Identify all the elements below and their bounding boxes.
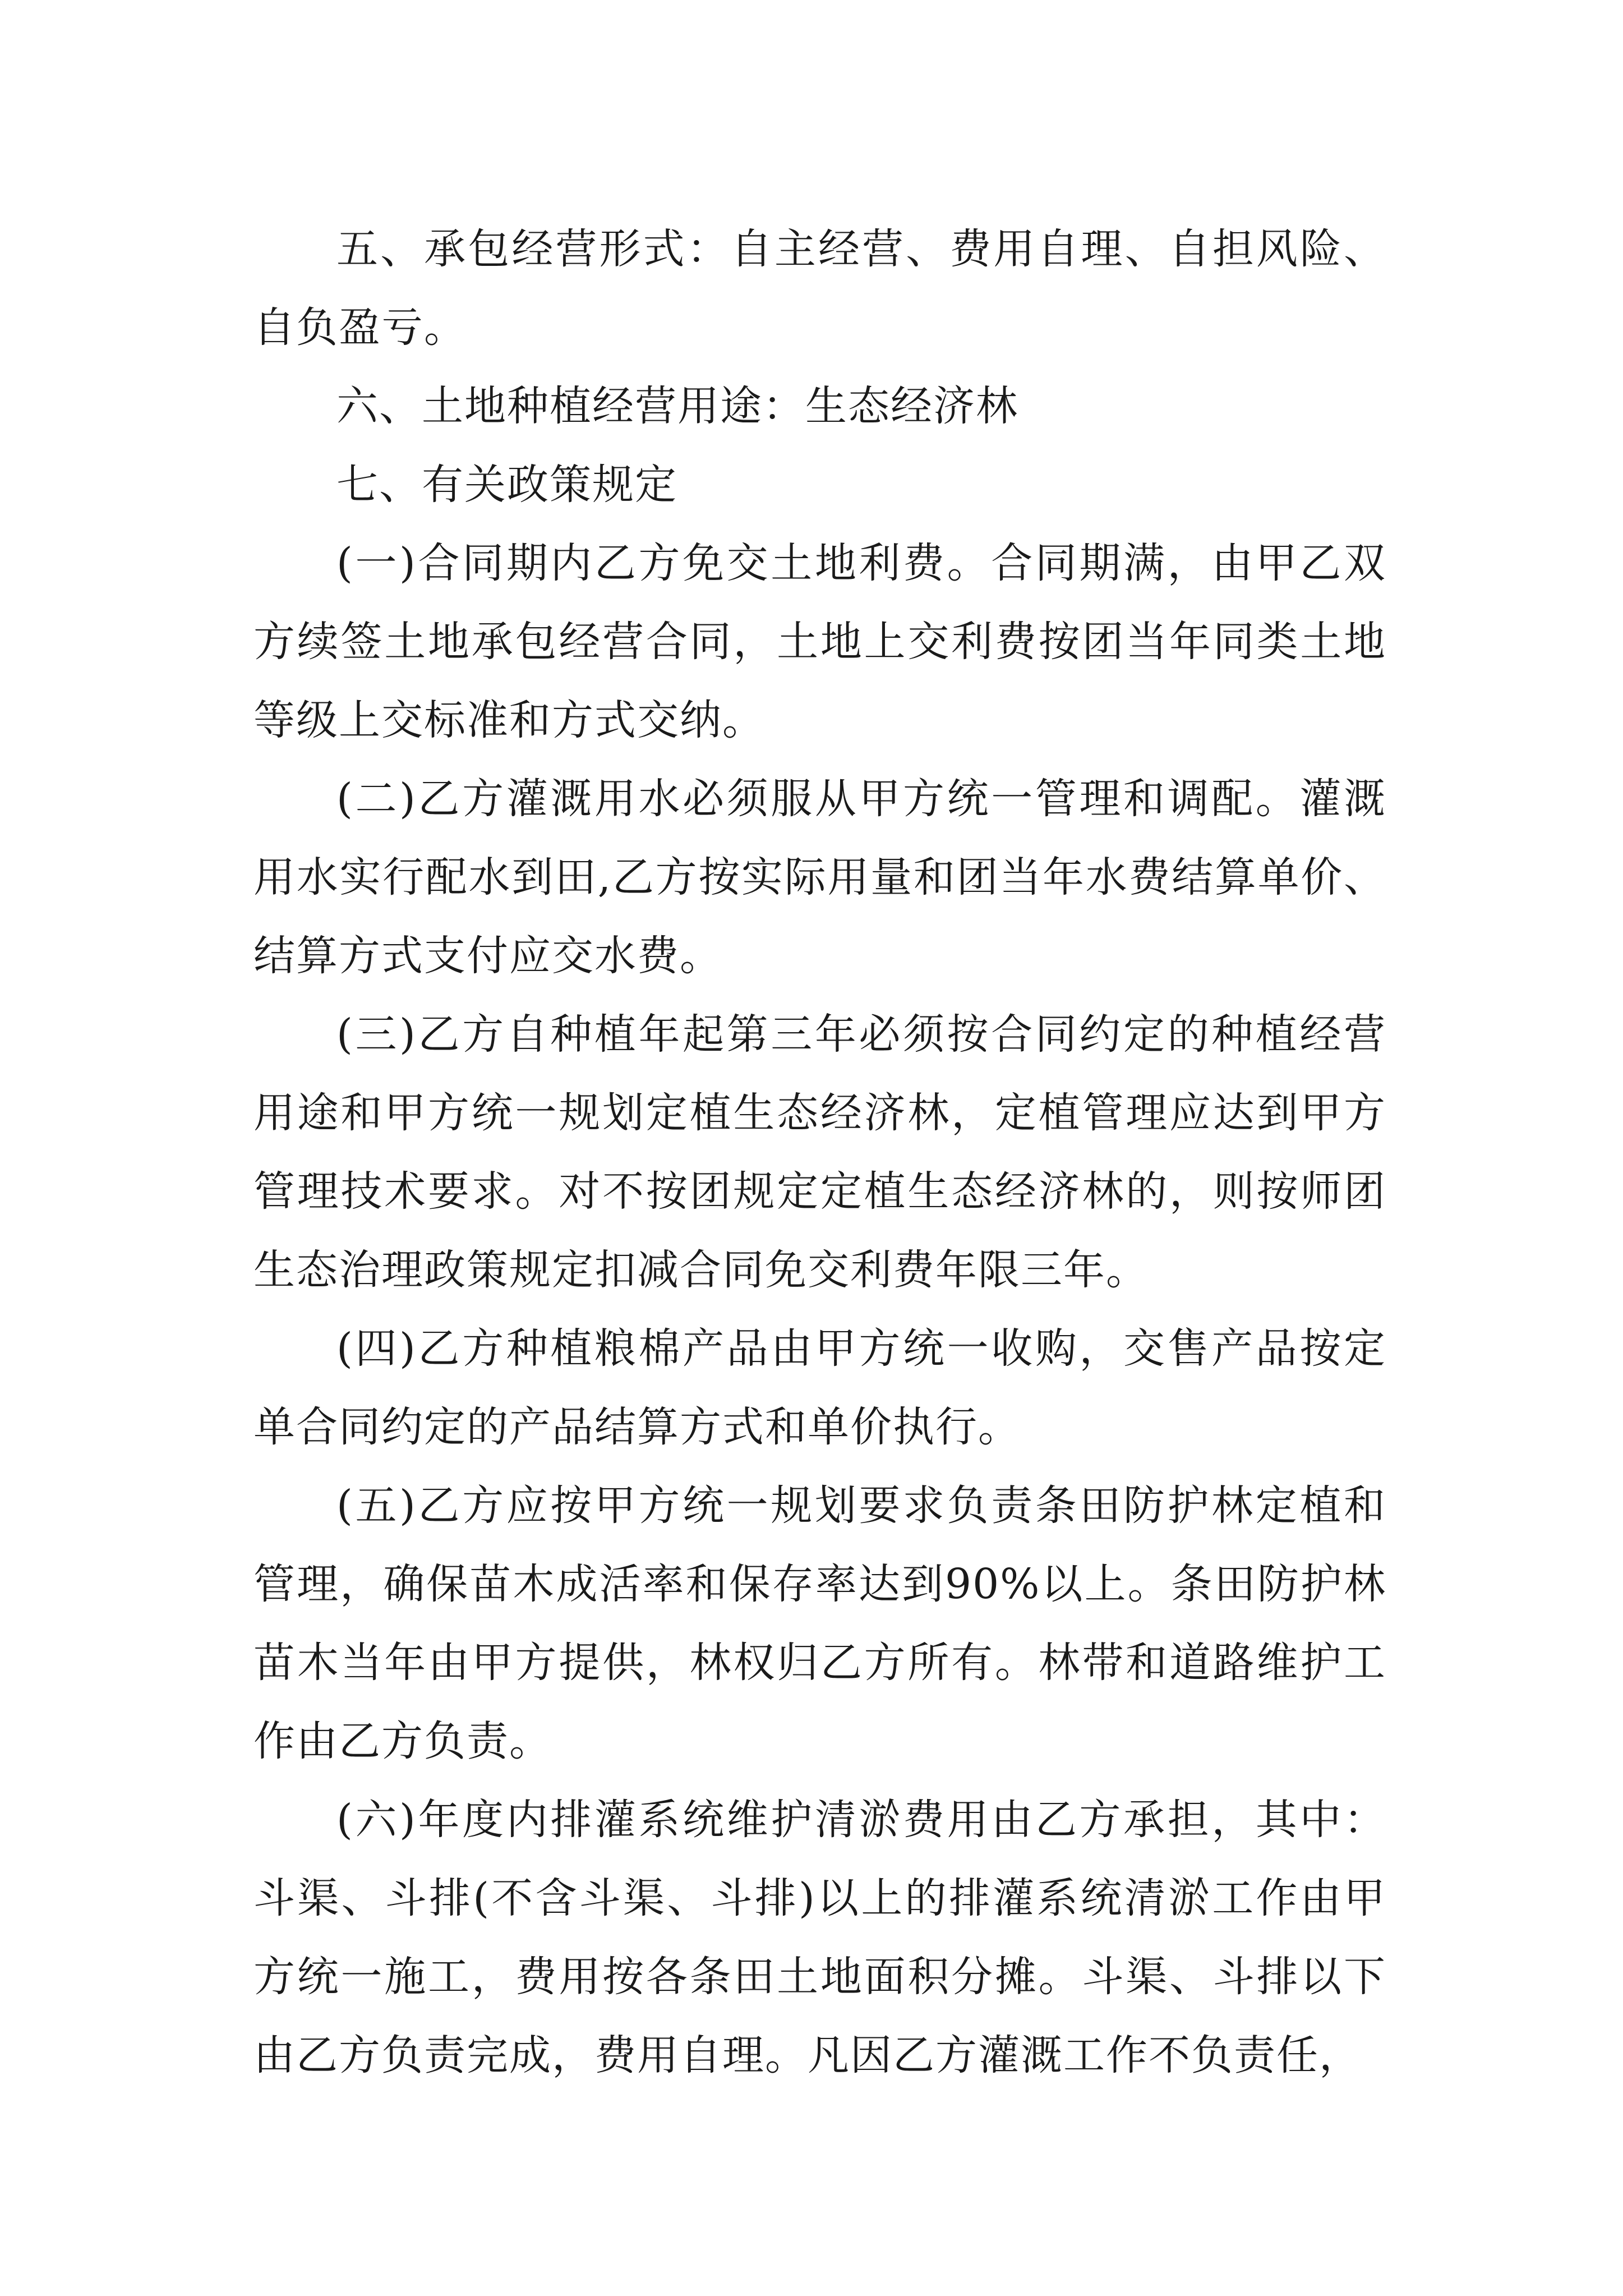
paragraph-clause-3: (三)乙方自种植年起第三年必须按合同约定的种植经营用途和甲方统一规划定植生态经济林，定植管理应达到甲方管理技术要求。对不按团规定定植生态经济林的，则按师团生态治理政策规定扣减合同免交利费年限三年。: [253, 1010, 1386, 1294]
paragraph-land-use: 六、土地种植经营用途：生态经济林: [336, 382, 1018, 430]
paragraph-clause-4: (四)乙方种植粮棉产品由甲方统一收购，交售产品按定单合同约定的产品结算方式和单价执行。: [253, 1324, 1386, 1451]
paragraph-clause-1: (一)合同期内乙方免交土地利费。合同期满，由甲乙双方续签土地承包经营合同，土地上交利费按团当年同类土地等级上交标准和方式交纳。: [253, 539, 1386, 744]
paragraph-clause-5: (五)乙方应按甲方统一规划要求负责条田防护林定植和管理，确保苗木成活率和保存率达到90%以上。条田防护林苗木当年由甲方提供，林权归乙方所有。林带和道路维护工作由乙方负责。: [253, 1481, 1386, 1765]
paragraph-policy-heading: 七、有关政策规定: [336, 461, 677, 509]
paragraph-clause-6: (六)年度内排灌系统维护清淤费用由乙方承担，其中：斗渠、斗排(不含斗渠、斗排)以上的排灌系统清淤工作由甲方统一施工，费用按各条田土地面积分摊。斗渠、斗排以下由乙方负责完成，费用自理。凡因乙方灌溉工作不负责任，: [253, 1796, 1386, 2079]
paragraph-clause-2: (二)乙方灌溉用水必须服从甲方统一管理和调配。灌溉用水实行配水到田,乙方按实际用量和团当年水费结算单价、结算方式支付应交水费。: [253, 775, 1386, 980]
paragraph-contract-form: 五、承包经营形式：自主经营、费用自理、自担风险、自负盈亏。: [253, 225, 1386, 352]
document-body: [253, 210, 1386, 2095]
